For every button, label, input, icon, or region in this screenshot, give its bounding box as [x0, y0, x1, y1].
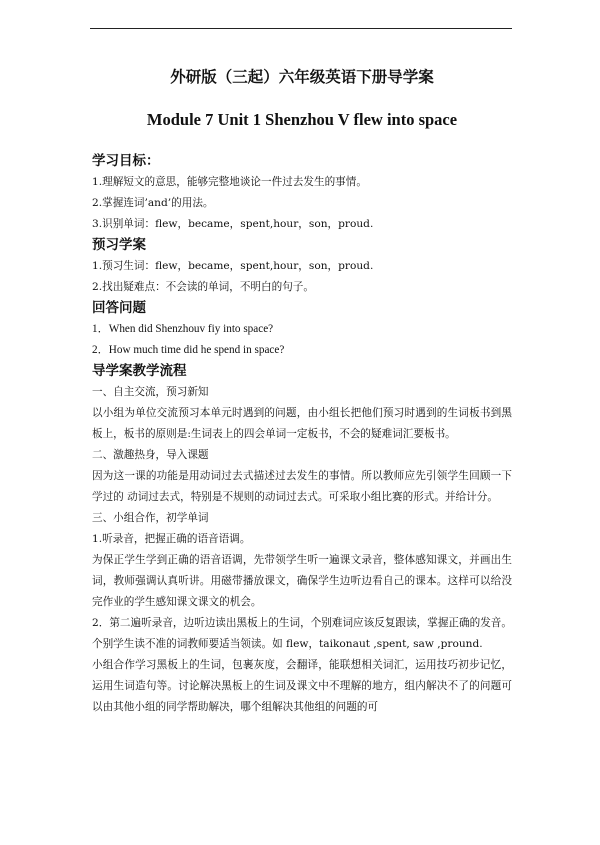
document-page [92, 66, 512, 718]
step-paragraph: 小组合作学习黑板上的生词，包裹灰度，会翻译，能联想相关词汇，运用技巧初步记忆，运用生词造句等。讨论解决黑板上的生词及课文中不理解的地方，组内解决不了的问题可以由其他小组的同学帮助解决，哪个组解决其他组的问题的可 [92, 659, 512, 713]
goal-item: 3.识别单词：flew，became，spent,hour，son，proud. [92, 218, 374, 230]
goal-item: 2.掌握连词’and’的用法。 [92, 197, 214, 209]
step-item: 1.听录音，把握正确的语音语调。 [92, 533, 251, 545]
goal-item: 1.理解短文的意思，能够完整地谈论一件过去发生的事情。 [92, 176, 367, 188]
step-title: 三、小组合作，初学单词 [92, 512, 209, 524]
preview-heading: 预习学案 [92, 237, 146, 253]
step-paragraph: 以小组为单位交流预习本单元时遇到的问题，由小组长把他们预习时遇到的生词板书到黑板上，板书的原则是:生词表上的四会单词一定板书，不会的疑难词汇要板书。 [92, 407, 512, 440]
step-title: 一、自主交流，预习新知 [92, 386, 209, 398]
procedure-heading: 导学案教学流程 [92, 363, 187, 379]
document-title: 外研版（三起）六年级英语下册导学案 [170, 68, 434, 86]
step-item: 2．第二遍听录音，边听边读出黑板上的生词，个别难词应该反复跟读，掌握正确的发音。个别学生读不准的词教师要适当领读。如 flew，taikonaut ,spent, saw ,pround. [92, 617, 512, 650]
preview-item: 2.找出疑难点：不会读的单词，不明白的句子。 [92, 281, 314, 293]
document-subtitle: Module 7 Unit 1 Shenzhou V flew into space [146, 110, 458, 129]
header-rule [90, 28, 512, 29]
step-title: 二、激趣热身，导入课题 [92, 449, 209, 461]
questions-heading: 回答问题 [92, 300, 146, 316]
question-item: 1．When did Shenzhouv fiy into space? [92, 323, 274, 335]
step-paragraph: 因为这一课的功能是用动词过去式描述过去发生的事情。所以教师应先引领学生回顾一下学过的 动词过去式，特别是不规则的动词过去式。可采取小组比赛的形式。并给计分。 [92, 470, 512, 503]
step-paragraph: 为保正学生学到正确的语音语调，先带领学生听一遍课文录音，整体感知课文，并画出生词，教师强调认真听讲。用磁带播放课文，确保学生边听边看自己的课本。这样可以给没完作业的学生感知课文课文的机会。 [92, 554, 512, 608]
preview-item: 1.预习生词：flew，became，spent,hour，son，proud. [92, 260, 374, 272]
question-item: 2．How much time did he spend in space? [92, 344, 285, 356]
goals-heading: 学习目标： [92, 153, 160, 169]
document-body [92, 151, 512, 718]
